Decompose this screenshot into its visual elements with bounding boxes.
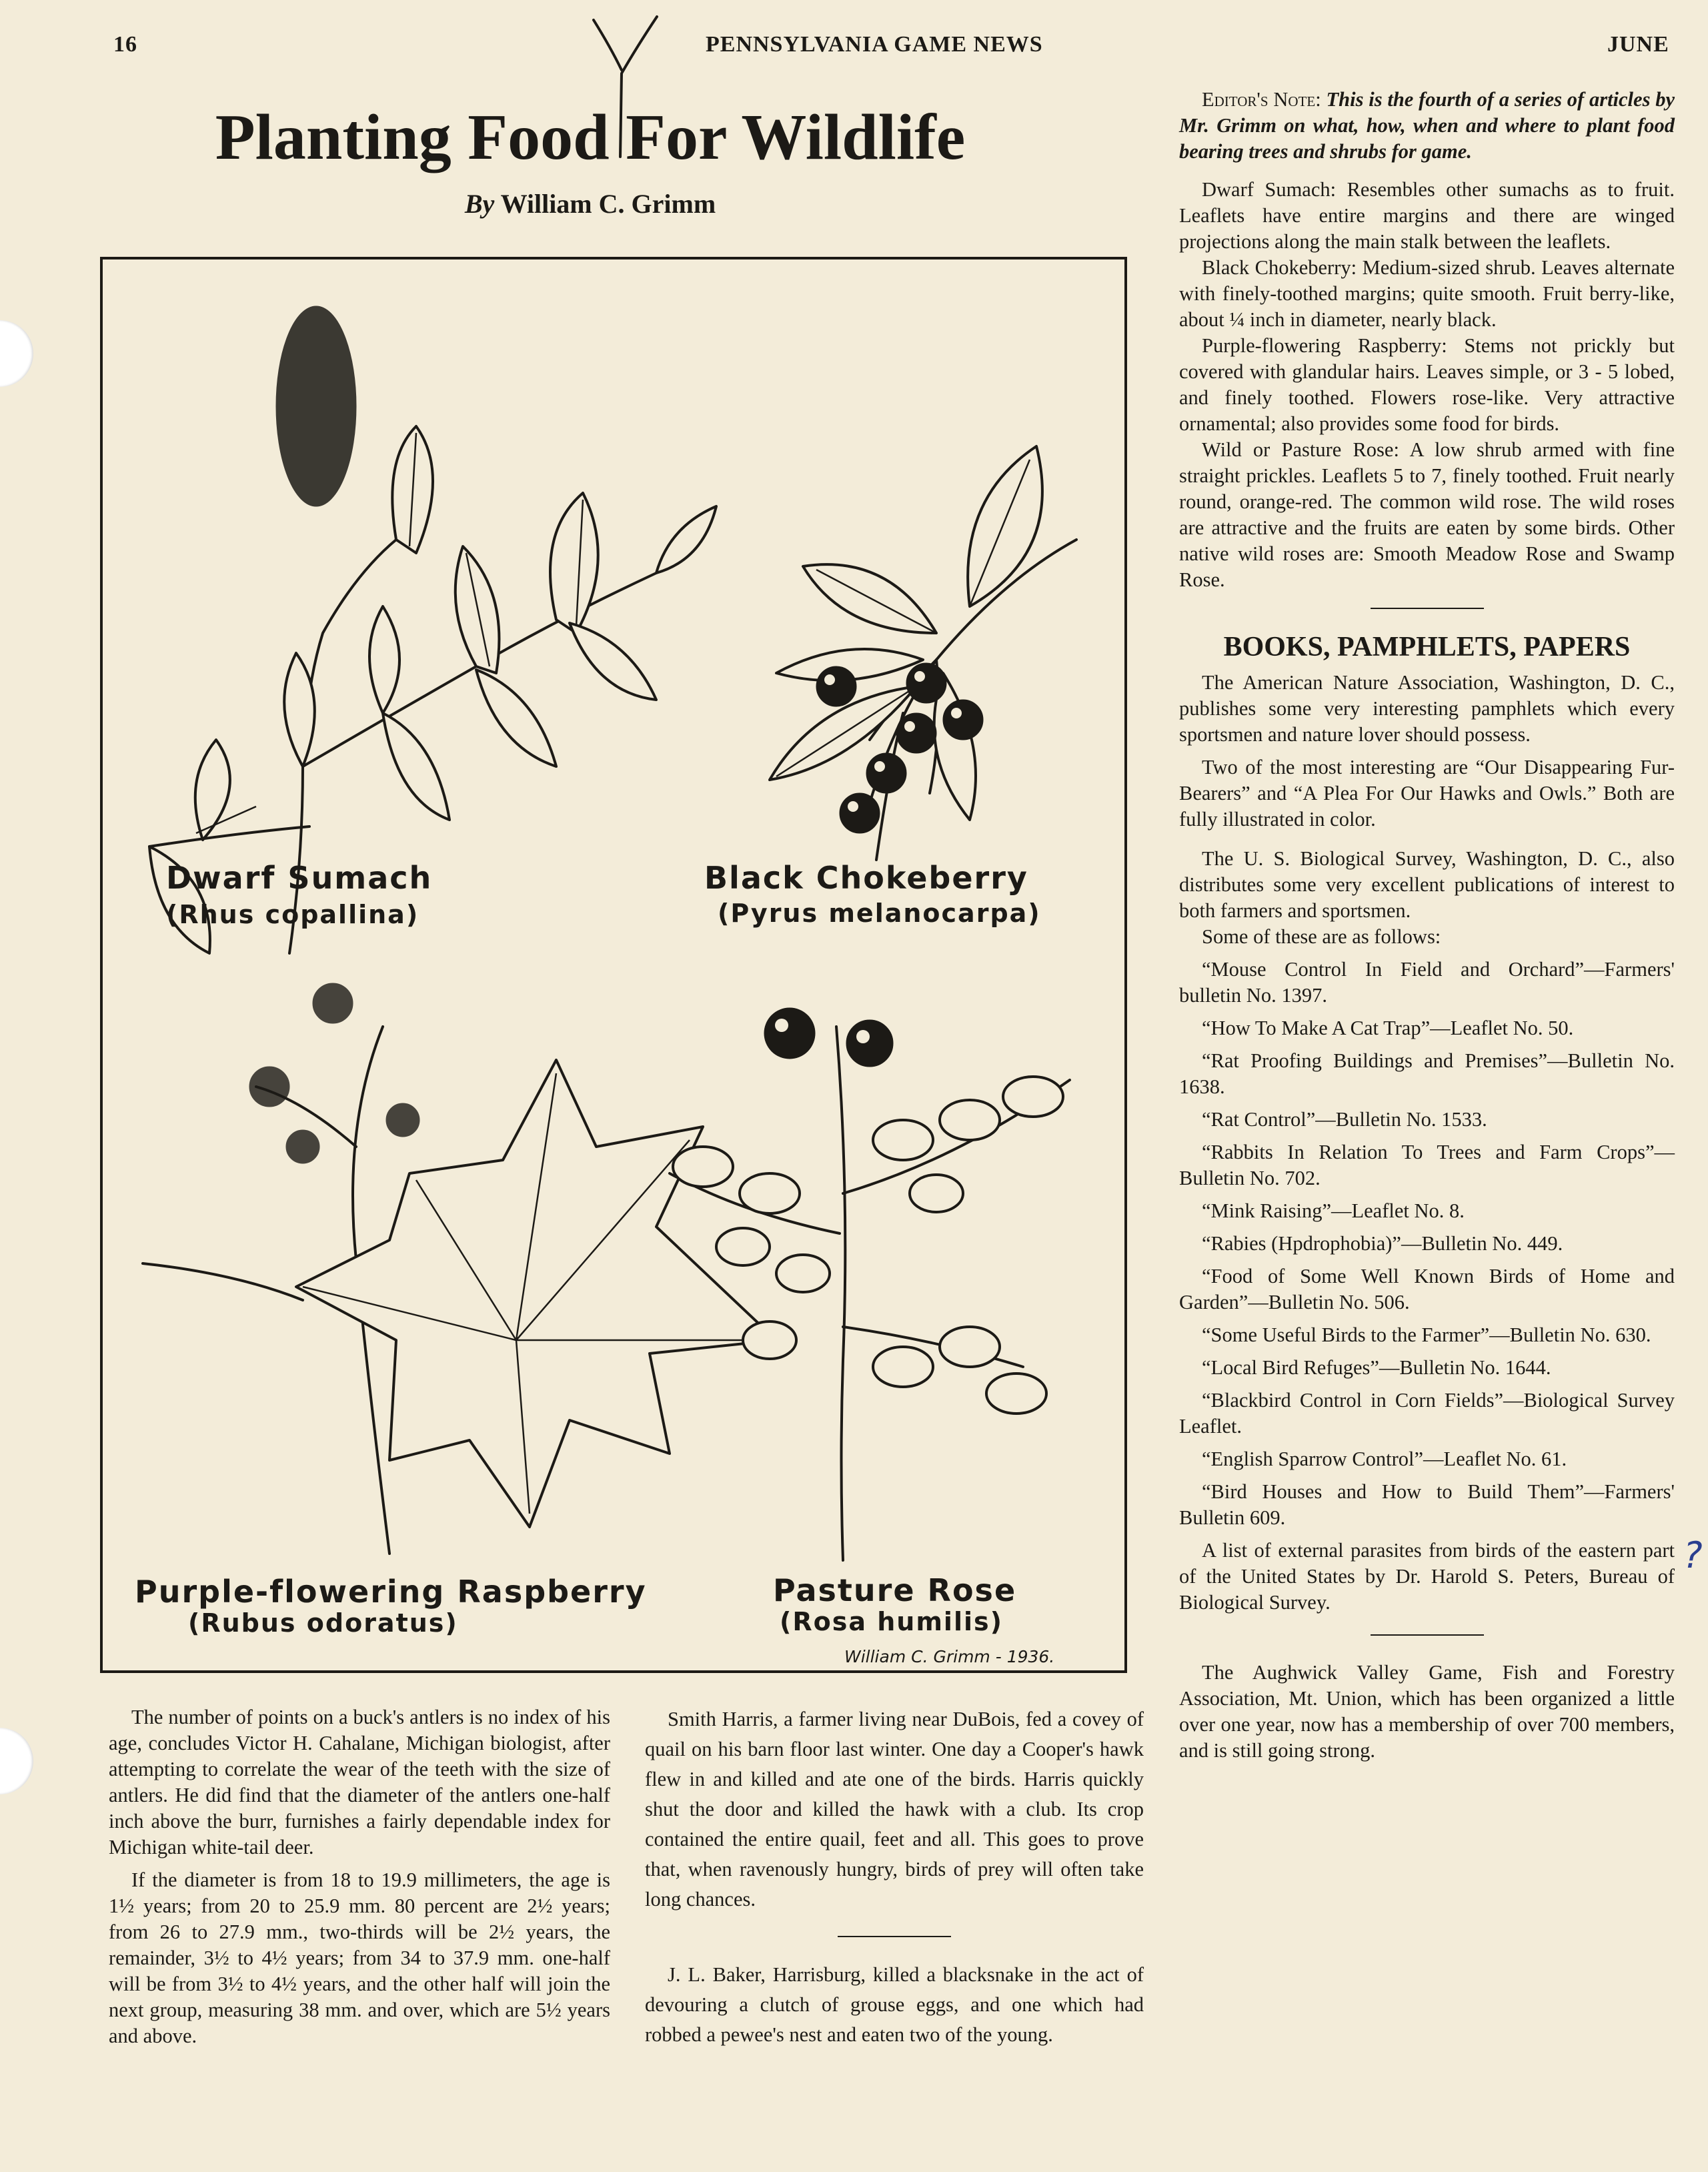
caption-dwarf-sumach-scientific: (Rhus copallina) xyxy=(166,900,419,929)
byline xyxy=(107,188,1074,219)
caption-pasture-rose-scientific: (Rosa humilis) xyxy=(780,1607,1003,1636)
desc-name: Wild or Pasture Rose: xyxy=(1202,438,1399,461)
editors-note xyxy=(1179,87,1675,165)
desc-name: Purple-flowering Raspberry: xyxy=(1202,334,1447,357)
publication-item: “Local Bird Refuges”—Bulletin No. 1644. xyxy=(1202,1356,1551,1379)
caption-black-chokeberry-scientific: (Pyrus melanocarpa) xyxy=(718,899,1041,928)
antler-diameter-paragraph: If the diameter is from 18 to 19.9 millimeters, the age is 1½ years; from 20 to 25.9 mm. 80 percent are 2½ years; from 26 to 27.9 mm., two-thirds will be 2½ years, the remainder, 3½ to 4½ years; from 34 to 37.9 mm. one-half will be from 3½ to 4½ years, and the other half will join the next group, measuring 38 mm. and over, which are 5½ years and above. xyxy=(109,1868,610,2047)
description-black-chokeberry xyxy=(1179,255,1675,333)
plant-drawings xyxy=(103,259,1124,1670)
artist-signature: William C. Grimm - 1936. xyxy=(844,1647,1055,1666)
description-pasture-rose xyxy=(1179,437,1675,593)
description-raspberry xyxy=(1179,333,1675,437)
dwarf-sumach-drawing xyxy=(149,306,716,953)
article-title: Planting Food For Wildlife xyxy=(215,101,966,173)
divider xyxy=(1371,608,1484,609)
publication-item: “Rabbits In Relation To Trees and Farm Crops”—Bulletin No. 702. xyxy=(1179,1141,1675,1189)
binder-hole-top xyxy=(0,320,33,387)
parasites-paragraph: A list of external parasites from birds of the eastern part of the United States by Dr. Harold S. Peters, Bureau of Biological Survey. xyxy=(1179,1539,1675,1614)
publication-item: “Rat Proofing Buildings and Premises”—Bulletin No. 1638. xyxy=(1179,1049,1675,1098)
books-paragraph: The U. S. Biological Survey, Washington, D. C., also distributes some very excellent publications of interest to both farmers and sportsmen. xyxy=(1179,847,1675,922)
desc-text: Stems not prickly but covered with glandular hairs. Leaves simple, or 3 - 5 lobed, and finely toothed. Flowers rose-like. Very attractive ornamental; also provides some food for birds. xyxy=(1179,334,1675,435)
publication-item: “Food of Some Well Known Birds of Home and Garden”—Bulletin No. 506. xyxy=(1179,1265,1675,1313)
right-column xyxy=(1179,87,1675,1764)
desc-name: Black Chokeberry: xyxy=(1202,256,1357,279)
books-heading: BOOKS, PAMPHLETS, PAPERS xyxy=(1223,632,1631,662)
editors-note-label: Editor's Note: xyxy=(1202,88,1321,111)
caption-black-chokeberry: Black Chokeberry xyxy=(704,860,1028,896)
publication-item: “Blackbird Control in Corn Fields”—Biological Survey Leaflet. xyxy=(1179,1389,1675,1438)
desc-text: Medium-sized shrub. Leaves alternate with finely-toothed margins; quite smooth. Fruit berry-like, about ¼ inch in diameter, nearly black. xyxy=(1179,256,1675,331)
books-paragraph: Some of these are as follows: xyxy=(1202,925,1441,948)
binder-hole-bottom xyxy=(0,1728,33,1794)
page-number: 16 xyxy=(113,32,137,57)
bottom-left-column xyxy=(109,1704,610,2049)
books-paragraph: The American Nature Association, Washington, D. C., publishes some very interesting pamphlets which every sportsmen and nature lover should possess. xyxy=(1179,671,1675,746)
desc-text: A low shrub armed with fine straight prickles. Leaflets 5 to 7, finely toothed. Fruit nearly round, orange-red. The common wild rose. The wild roses are attractive and the fruits are eaten by some birds. Other native wild roses are: Smooth Meadow Rose and Swamp Rose. xyxy=(1179,438,1675,591)
editors-note-text: This is the fourth of a series of articles by Mr. Grimm on what, how, when and where to plant food bearing trees and shrubs for game. xyxy=(1179,88,1675,163)
quail-hawk-paragraph: Smith Harris, a farmer living near DuBois, fed a covey of quail on his barn floor last winter. One day a Cooper's hawk flew in and killed and ate one of the birds. Harris quickly shut the door and killed the hawk with a club. Its crop contained the entire quail, feet and all. This goes to prove that, when ravenously hungry, birds of prey will often take long chances. xyxy=(645,1708,1144,1911)
caption-purple-flowering-raspberry-scientific: (Rubus odoratus) xyxy=(188,1608,458,1638)
issue-month: JUNE xyxy=(1607,32,1669,57)
divider xyxy=(1371,1634,1484,1636)
desc-text: Resembles other sumachs as to fruit. Leaflets have entire margins and there are winged projections along the main stalk between the leaflets. xyxy=(1179,178,1675,253)
publication-item: “Rat Control”—Bulletin No. 1533. xyxy=(1202,1108,1487,1131)
black-chokeberry-drawing xyxy=(770,446,1076,860)
publication-item: “Some Useful Birds to the Farmer”—Bulletin No. 630. xyxy=(1202,1323,1651,1346)
handwritten-question-mark: ? xyxy=(1683,1534,1703,1576)
purple-flowering-raspberry-drawing xyxy=(143,983,776,1554)
plant-illustration xyxy=(100,257,1127,1673)
publication-item: “English Sparrow Control”—Leaflet No. 61. xyxy=(1202,1448,1567,1470)
publication-item: “Rabies (Hpdrophobia)”—Bulletin No. 449. xyxy=(1202,1232,1563,1255)
blacksnake-paragraph: J. L. Baker, Harrisburg, killed a blacksnake in the act of devouring a clutch of grouse eggs, and one which had robbed a pewee's nest and eaten two of the young. xyxy=(645,1963,1144,2046)
description-dwarf-sumach xyxy=(1179,177,1675,255)
magazine-name: PENNSYLVANIA GAME NEWS xyxy=(706,32,1043,57)
books-paragraph: Two of the most interesting are “Our Disappearing Fur-Bearers” and “A Plea For Our Hawks and Owls.” Both are fully illustrated in color. xyxy=(1179,756,1675,831)
bottom-middle-column xyxy=(645,1704,1144,2050)
publication-item: “Bird Houses and How to Build Them”—Farmers' Bulletin 609. xyxy=(1179,1480,1675,1529)
author-name: William C. Grimm xyxy=(500,189,716,219)
divider xyxy=(838,1936,951,1937)
publication-item: “Mink Raising”—Leaflet No. 8. xyxy=(1202,1199,1465,1222)
antler-paragraph: The number of points on a buck's antlers is no index of his age, concludes Victor H. Cahalane, Michigan biologist, after attempting to correlate the wear of the teeth with the size of antlers. He did find that the diameter of the antlers one-half inch above the burr, furnishes a fairly dependable index for Michigan white-tail deer. xyxy=(109,1706,610,1858)
caption-dwarf-sumach: Dwarf Sumach xyxy=(166,860,433,896)
byline-prefix: By xyxy=(464,189,495,219)
aughwick-paragraph: The Aughwick Valley Game, Fish and Forestry Association, Mt. Union, which has been organized a little over one year, now has a membership of over 700 members, and is still going strong. xyxy=(1179,1661,1675,1762)
publication-item: “Mouse Control In Field and Orchard”—Farmers' bulletin No. 1397. xyxy=(1179,958,1675,1007)
caption-pasture-rose: Pasture Rose xyxy=(773,1572,1017,1608)
caption-purple-flowering-raspberry: Purple-flowering Raspberry xyxy=(135,1574,647,1610)
desc-name: Dwarf Sumach: xyxy=(1202,178,1337,201)
pasture-rose-drawing xyxy=(670,1008,1070,1560)
publication-item: “How To Make A Cat Trap”—Leaflet No. 50. xyxy=(1202,1017,1574,1039)
